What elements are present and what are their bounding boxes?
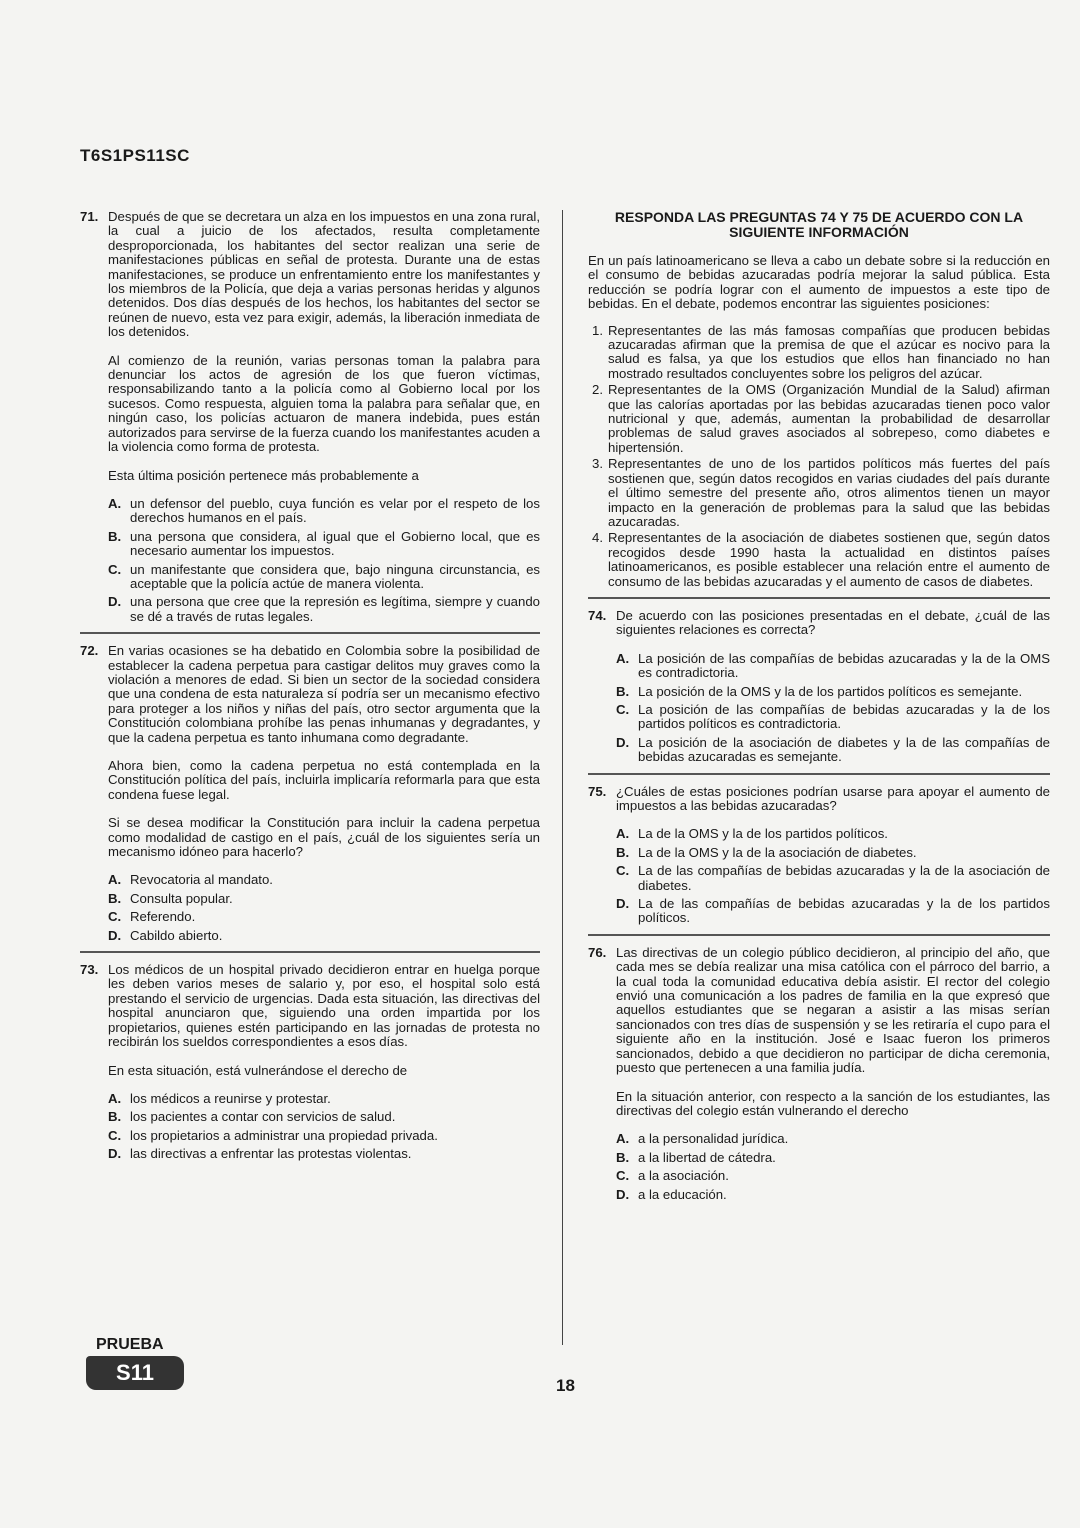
left-column xyxy=(80,210,540,1166)
question-paragraph: Ahora bien, como la cadena perpetua no está contemplada en la Constitución política del país, incluirla implicaría reformarla para que esta condena fuese legal. xyxy=(108,758,540,802)
answer-option[interactable] xyxy=(108,873,540,887)
answer-option[interactable] xyxy=(616,1188,1050,1202)
answer-option[interactable] xyxy=(616,846,1050,860)
option-text: La de la OMS y la de los partidos políticos. xyxy=(638,826,888,842)
answer-options xyxy=(108,873,540,943)
question-number: 74. xyxy=(588,607,607,623)
answer-options xyxy=(108,497,540,624)
position-number: 2. xyxy=(592,382,603,398)
question-paragraph: Las directivas de un colegio público decidieron, al principio del año, que cada mes se debía realizar una misa católica con el párroco del barrio, a la cual toda la comunidad educativa debía asistir. El rector del colegio envió una comunicación a los padres de familia en la que expresó que aquellos estudiantes que se negaran a asistir a las misas serían sancionados con tres días de suspensión y se les retiraría el cupo para el siguiente año en la institución. José e Isaac fueron los primeros sancionados, debido a que decidieron no participar de dicha ceremonia, puesto que pertenecen a una familia judía. xyxy=(616,944,1050,1076)
answer-option[interactable] xyxy=(616,864,1050,893)
answer-option[interactable] xyxy=(616,652,1050,681)
answer-option[interactable] xyxy=(108,1110,540,1124)
position-number: 1. xyxy=(592,322,603,338)
footer-test-badge: S11 xyxy=(86,1356,184,1390)
option-letter: D. xyxy=(108,594,122,610)
debate-positions xyxy=(588,324,1050,589)
question-76 xyxy=(588,946,1050,1202)
question-paragraph: En varias ocasiones se ha debatido en Colombia sobre la posibilidad de establecer la cadena perpetua para castigar delitos muy graves como la violación a menores de edad. Si bien un sector de la sociedad considera que una condena de esta naturaleza sí podría ser un mecanismo efectivo para proteger a los niños y niñas del país, otro sector argumenta que la Constitución colombiana prohíbe las penas inhumanas y degradantes, y que la cadena perpetua es tanto inhumana como degradante. xyxy=(108,643,540,745)
answer-option[interactable] xyxy=(616,1151,1050,1165)
answer-options xyxy=(616,1132,1050,1202)
answer-options xyxy=(616,827,1050,925)
answer-option[interactable] xyxy=(108,563,540,592)
exam-code: T6S1PS11SC xyxy=(80,146,190,165)
position-item xyxy=(588,324,1050,382)
option-letter: C. xyxy=(108,909,122,925)
answer-options xyxy=(616,652,1050,765)
position-text: Representantes de la asociación de diabetes sostienen que, según datos recogidos desde 1990 hasta la actualidad en distintos países latinoamericanos, es posible establecer una relación entre el aumento de consumo de las bebidas azucaradas y el aumento de casos de diabetes. xyxy=(608,530,1050,589)
answer-option[interactable] xyxy=(108,497,540,526)
question-paragraph: Los médicos de un hospital privado decidieron entrar en huelga porque les deben varios meses de salario y, por eso, el hospital solo está prestando el servicio de urgencias. Dada esta situación, las directivas del hospital anunciaron que, siguiendo una orden impartida por los propietarios, quienes estén participando en las jornadas de protesta no recibirán los sueldos correspondientes a esos días. xyxy=(108,962,540,1050)
option-letter: D. xyxy=(616,734,630,750)
position-text: Representantes de uno de los partidos políticos más fuertes del país sostienen que, según datos recogidos en varias ciudades del país durante el último semestre del presente año, otros alimentos tienen un mayor impacto en la generación de problemas para la salud que las bebidas azucaradas. xyxy=(608,456,1050,529)
position-text: Representantes de la OMS (Organización Mundial de la Salud) afirman que las calorías aportadas por las bebidas azucaradas tienen poco valor nutricional y que, además, aumentan la probabilidad de desarrollar problemas de salud graves asociados al sobrepeso, como diabetes e hipertensión. xyxy=(608,382,1050,455)
position-item xyxy=(588,383,1050,455)
question-number: 75. xyxy=(588,783,607,799)
option-text: los propietarios a administrar una propiedad privada. xyxy=(130,1127,438,1143)
answer-option[interactable] xyxy=(108,929,540,943)
option-text: La de la OMS y la de la asociación de diabetes. xyxy=(638,844,917,860)
option-letter: B. xyxy=(616,683,630,699)
question-74 xyxy=(588,609,1050,765)
option-letter: A. xyxy=(108,872,122,888)
answer-option[interactable] xyxy=(616,703,1050,732)
question-stem: De acuerdo con las posiciones presentadas en el debate, ¿cuál de las siguientes relaciones es correcta? xyxy=(616,607,1050,638)
answer-option[interactable] xyxy=(108,1147,540,1161)
option-letter: C. xyxy=(108,1127,122,1143)
question-number: 71. xyxy=(80,209,99,224)
option-text: a la libertad de cátedra. xyxy=(638,1149,776,1165)
question-71 xyxy=(80,210,540,624)
question-stem: En esta situación, está vulnerándose el derecho de xyxy=(108,1062,408,1078)
question-number: 76. xyxy=(588,944,607,960)
answer-option[interactable] xyxy=(108,1129,540,1143)
answer-option[interactable] xyxy=(616,897,1050,926)
question-separator xyxy=(80,632,540,634)
option-text: La de las compañías de bebidas azucaradas y la de la asociación de diabetes. xyxy=(638,863,1050,893)
option-letter: C. xyxy=(108,561,122,577)
info-intro: En un país latinoamericano se lleva a cabo un debate sobre si la reducción en el consumo de bebidas azucaradas podría mejorar la salud pública. Esta reducción se podría lograr con el aumento de impuestos a este tipo de bebidas. En el debate, podemos encontrar las siguientes posiciones: xyxy=(588,253,1050,312)
question-separator xyxy=(80,951,540,953)
option-text: una persona que cree que la represión es legítima, siempre y cuando se dé a través de rutas legales. xyxy=(130,594,540,624)
footer-test-label: PRUEBA xyxy=(96,1336,164,1353)
option-letter: C. xyxy=(616,701,630,717)
question-number: 73. xyxy=(80,962,99,978)
answer-option[interactable] xyxy=(108,530,540,559)
option-text: una persona que considera, al igual que el Gobierno local, que es necesario aumentar los impuestos. xyxy=(130,528,540,559)
option-text: La de las compañías de bebidas azucaradas y la de los partidos políticos. xyxy=(638,896,1050,926)
answer-option[interactable] xyxy=(616,736,1050,765)
answer-options xyxy=(108,1092,540,1162)
answer-option[interactable] xyxy=(108,1092,540,1106)
question-stem: En la situación anterior, con respecto a la sanción de los estudiantes, las directivas del colegio están vulnerando el derecho xyxy=(616,1088,1050,1118)
answer-option[interactable] xyxy=(616,685,1050,699)
option-text: los médicos a reunirse y protestar. xyxy=(130,1090,331,1106)
question-stem: Si se desea modificar la Constitución para incluir la cadena perpetua como modalidad de castigo en el país, ¿cuál de los siguientes sería un mecanismo idóneo para hacerlo? xyxy=(108,815,540,860)
option-text: un defensor del pueblo, cuya función es velar por el respeto de los derechos humanos en el país. xyxy=(130,495,540,526)
question-stem: Esta última posición pertenece más probablemente a xyxy=(108,467,419,483)
right-column xyxy=(588,210,1050,1206)
answer-option[interactable] xyxy=(108,892,540,906)
option-letter: B. xyxy=(108,528,122,544)
question-73 xyxy=(80,963,540,1161)
option-letter: D. xyxy=(616,1186,630,1202)
question-paragraph: Al comienzo de la reunión, varias personas toman la palabra para denunciar los actos de agresión de los que fueron víctimas, responsabilizando tanto a la policía como al Gobierno local por los sucesos. Como respuesta, alguien toma la palabra para señalar que, en ningún caso, los policías actuaron de manera indebida, pues están autorizados para servirse de la fuerza cuando los manifestantes acuden a la violencia como forma de protesta. xyxy=(108,352,540,455)
question-paragraph: Después de que se decretara un alza en los impuestos en una zona rural, la cual a juicio de los afectados, resulta completamente desproporcionada, los habitantes del sector realizan una serie de manifestaciones públicas en señal de protesta. Durante una de estas manifestaciones, se produce un enfrentamiento entre los manifestantes y los miembros de la Policía, que deja a varias personas heridas y algunos detenidos. Dos días después de los hechos, los habitantes del sector se reúnen de nuevo, esta vez para exigir, además, la liberación inmediata de los detenidos. xyxy=(108,209,540,340)
option-text: La posición de las compañías de bebidas azucaradas y la de la OMS es contradictoria. xyxy=(638,650,1050,681)
option-text: a la asociación. xyxy=(638,1168,729,1184)
position-text: Representantes de las más famosas compañías que producen bebidas azucaradas afirman que la premisa de que el azúcar es nocivo para la salud es falsa, ya que los estudios que ellos han financiado no han mostrado resultados concluyentes sobre los peligros del azúcar. xyxy=(608,322,1050,381)
option-text: a la educación. xyxy=(638,1186,727,1202)
question-72 xyxy=(80,644,540,943)
option-letter: D. xyxy=(108,1146,122,1162)
option-text: La posición de la OMS y la de los partidos políticos es semejante. xyxy=(638,683,1023,699)
option-letter: B. xyxy=(108,1109,122,1125)
answer-option[interactable] xyxy=(616,1169,1050,1183)
option-letter: C. xyxy=(616,863,630,879)
question-separator xyxy=(588,597,1050,599)
option-text: La posición de la asociación de diabetes y la de las compañías de bebidas azucaradas es semejante. xyxy=(638,734,1050,765)
answer-option[interactable] xyxy=(108,595,540,624)
option-text: a la personalidad jurídica. xyxy=(638,1131,789,1147)
question-number: 72. xyxy=(80,643,99,659)
option-text: Referendo. xyxy=(130,909,196,925)
option-letter: B. xyxy=(108,890,122,906)
option-letter: C. xyxy=(616,1168,630,1184)
page-number: 18 xyxy=(556,1376,575,1395)
option-letter: A. xyxy=(616,1131,630,1147)
option-letter: B. xyxy=(616,1149,630,1165)
column-divider xyxy=(562,210,563,1345)
option-text: las directivas a enfrentar las protestas violentas. xyxy=(130,1146,412,1162)
answer-option[interactable] xyxy=(616,827,1050,841)
question-separator xyxy=(588,773,1050,775)
info-header: RESPONDA LAS PREGUNTAS 74 Y 75 DE ACUERDO CON LA SIGUIENTE INFORMACIÓN xyxy=(614,209,1024,240)
option-text: los pacientes a contar con servicios de salud. xyxy=(130,1109,396,1125)
position-item xyxy=(588,531,1050,589)
option-text: un manifestante que considera que, bajo ninguna circunstancia, es aceptable que la policía actúe de manera violenta. xyxy=(130,561,540,591)
position-item xyxy=(588,457,1050,529)
option-letter: A. xyxy=(616,826,630,842)
option-letter: B. xyxy=(616,844,630,860)
question-separator xyxy=(588,934,1050,936)
answer-option[interactable] xyxy=(616,1132,1050,1146)
question-stem: ¿Cuáles de estas posiciones podrían usarse para apoyar el aumento de impuestos a las bebidas azucaradas? xyxy=(616,783,1050,813)
option-letter: A. xyxy=(616,650,630,666)
option-letter: D. xyxy=(616,896,630,912)
position-number: 3. xyxy=(592,456,603,472)
question-75 xyxy=(588,785,1050,926)
option-text: Revocatoria al mandato. xyxy=(130,872,273,888)
option-text: Consulta popular. xyxy=(130,890,233,906)
option-text: La posición de las compañías de bebidas azucaradas y la de los partidos políticos es contradictoria. xyxy=(638,701,1050,732)
option-letter: A. xyxy=(108,1090,122,1106)
option-letter: D. xyxy=(108,927,122,943)
option-text: Cabildo abierto. xyxy=(130,927,223,943)
position-number: 4. xyxy=(592,530,603,546)
answer-option[interactable] xyxy=(108,910,540,924)
option-letter: A. xyxy=(108,495,122,511)
